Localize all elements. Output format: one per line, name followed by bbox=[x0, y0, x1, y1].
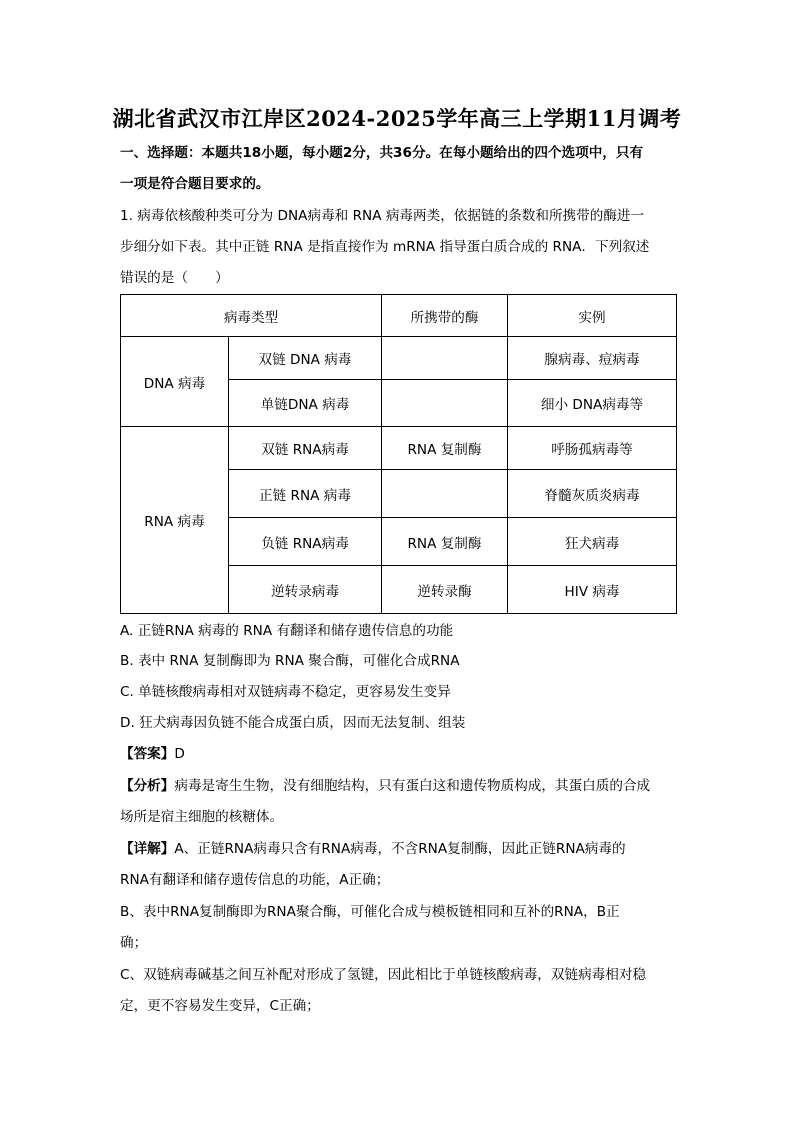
analysis-label: 【分析】 bbox=[120, 778, 175, 794]
cell-enzyme bbox=[382, 337, 508, 380]
answer-line bbox=[120, 744, 680, 764]
cell-example: 腺病毒、痘病毒 bbox=[508, 337, 677, 380]
table-header-row bbox=[121, 295, 677, 337]
detail-line-6: 定，更不容易发生变异，C正确； bbox=[120, 998, 320, 1014]
detail-label: 【详解】 bbox=[120, 841, 175, 857]
group-rna-virus: RNA 病毒 bbox=[121, 427, 229, 614]
option-b: B. 表中 RNA 复制酶即为 RNA 聚合酶，可催化合成RNA bbox=[120, 653, 460, 669]
header-enzyme: 所携带的酶 bbox=[382, 295, 508, 337]
virus-classification-table bbox=[120, 294, 677, 614]
detail-line-5: C、双链病毒碱基之间互补配对形成了氢键，因此相比于单链核酸病毒，双链病毒相对稳 bbox=[120, 967, 647, 983]
section-header-line-2: 一项是符合题目要求的。 bbox=[120, 176, 270, 192]
cell-subtype: 正链 RNA 病毒 bbox=[229, 470, 382, 518]
analysis-line-1 bbox=[120, 776, 680, 796]
detail-line-2: RNA有翻译和储存遗传信息的功能，A正确； bbox=[120, 872, 390, 888]
option-c: C. 单链核酸病毒相对双链病毒不稳定，更容易发生变异 bbox=[120, 684, 451, 700]
cell-enzyme: RNA 复制酶 bbox=[382, 427, 508, 470]
cell-subtype: 单链DNA 病毒 bbox=[229, 380, 382, 427]
group-dna-virus: DNA 病毒 bbox=[121, 337, 229, 427]
detail-line-1 bbox=[120, 839, 680, 859]
cell-example: 细小 DNA病毒等 bbox=[508, 380, 677, 427]
document-title: 湖北省武汉市江岸区2024-2025学年高三上学期11月调考 bbox=[112, 106, 682, 131]
table-row bbox=[121, 337, 677, 380]
question-stem-line-2: 步细分如下表。其中正链 RNA 是指直接作为 mRNA 指导蛋白质合成的 RNA．下列叙述 bbox=[120, 239, 650, 255]
detail-line-4: 确； bbox=[120, 935, 148, 951]
cell-enzyme bbox=[382, 380, 508, 427]
question-stem-line-1: 1. 病毒依核酸种类可分为 DNA病毒和 RNA 病毒两类，依据链的条数和所携带的酶进一 bbox=[120, 208, 645, 224]
section-header-line-1: 一、选择题：本题共18小题，每小题2分，共36分。在每小题给出的四个选项中，只有 bbox=[120, 145, 644, 161]
question-stem-line-3: 错误的是（ ） bbox=[120, 270, 229, 286]
detail-line-3: B、表中RNA复制酶即为RNA聚合酶，可催化合成与模板链相同和互补的RNA，B正 bbox=[120, 904, 620, 920]
cell-subtype: 逆转录病毒 bbox=[229, 566, 382, 614]
detail-text: A、正链RNA病毒只含有RNA病毒，不含RNA复制酶，因此正链RNA病毒的 bbox=[174, 841, 626, 857]
cell-enzyme: 逆转录酶 bbox=[382, 566, 508, 614]
cell-enzyme bbox=[382, 470, 508, 518]
cell-example: 呼肠孤病毒等 bbox=[508, 427, 677, 470]
cell-example: 脊髓灰质炎病毒 bbox=[508, 470, 677, 518]
answer-label: 【答案】 bbox=[120, 746, 175, 762]
analysis-line-2: 场所是宿主细胞的核糖体。 bbox=[120, 809, 284, 825]
cell-subtype: 双链 DNA 病毒 bbox=[229, 337, 382, 380]
option-d: D. 狂犬病毒因负链不能合成蛋白质，因而无法复制、组装 bbox=[120, 715, 466, 731]
analysis-text: 病毒是寄生生物，没有细胞结构，只有蛋白这和遗传物质构成，其蛋白质的合成 bbox=[174, 778, 651, 794]
answer-value: D bbox=[174, 746, 185, 762]
cell-subtype: 双链 RNA病毒 bbox=[229, 427, 382, 470]
cell-example: HIV 病毒 bbox=[508, 566, 677, 614]
header-virus-type: 病毒类型 bbox=[121, 295, 382, 337]
cell-enzyme: RNA 复制酶 bbox=[382, 518, 508, 566]
table-row bbox=[121, 427, 677, 470]
option-a: A. 正链RNA 病毒的 RNA 有翻译和储存遗传信息的功能 bbox=[120, 623, 454, 639]
header-example: 实例 bbox=[508, 295, 677, 337]
cell-subtype: 负链 RNA病毒 bbox=[229, 518, 382, 566]
cell-example: 狂犬病毒 bbox=[508, 518, 677, 566]
